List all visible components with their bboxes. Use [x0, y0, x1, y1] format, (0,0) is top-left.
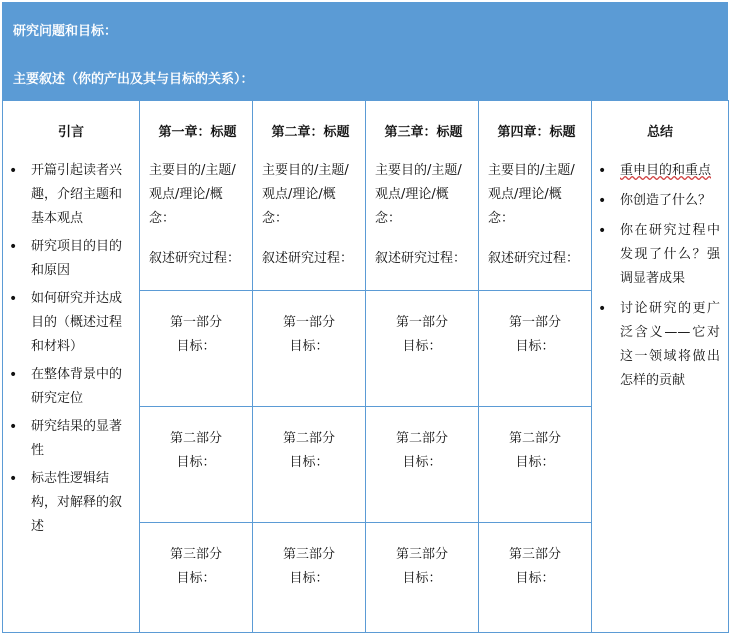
- conclusion-list: [592, 159, 728, 393]
- part-name: 第三部分: [169, 547, 222, 562]
- part-1-chapter-3: [366, 291, 479, 407]
- conclusion-item: • 你在研究过程中发现了什么？强调显著成果: [620, 219, 720, 291]
- part-goal: 目标：: [176, 571, 216, 586]
- part-3-chapter-1: [140, 523, 253, 633]
- research-outline: [2, 2, 728, 634]
- part-name: 第三部分: [395, 547, 448, 562]
- part-name: 第三部分: [282, 547, 335, 562]
- part-goal: 目标：: [402, 571, 442, 586]
- chapter-3-cell: [366, 101, 479, 291]
- part-3-chapter-3: [366, 523, 479, 633]
- chapter-3-narrative: 叙述研究过程：: [375, 251, 467, 266]
- chapter-2-cell: [253, 101, 366, 291]
- research-question-label: 研究问题和目标：: [13, 24, 118, 39]
- part-name: 第一部分: [395, 315, 448, 330]
- part-3-chapter-2: [253, 523, 366, 633]
- intro-column: [3, 101, 140, 633]
- main-narrative-label: 主要叙述（你的产出及其与目标的关系）：: [13, 72, 254, 87]
- intro-item: • 在整体背景中的研究定位: [31, 363, 131, 411]
- chapter-2-title: 第二章：标题: [271, 125, 350, 140]
- part-goal: 目标：: [402, 339, 442, 354]
- part-3-chapter-4: [479, 523, 592, 633]
- intro-item: • 如何研究并达成目的（概述过程和材料）: [31, 287, 131, 359]
- part-goal: 目标：: [289, 571, 329, 586]
- part-name: 第二部分: [508, 431, 561, 446]
- part-goal: 目标：: [289, 455, 329, 470]
- intro-item: • 研究项目的目的和原因: [31, 235, 131, 283]
- conclusion-item: [620, 159, 720, 183]
- part-name: 第二部分: [282, 431, 335, 446]
- part-goal: 目标：: [515, 455, 555, 470]
- part-2-chapter-1: [140, 407, 253, 523]
- conclusion-title: 总结: [646, 125, 673, 140]
- chapter-1-narrative: 叙述研究过程：: [149, 251, 241, 266]
- part-2-chapter-3: [366, 407, 479, 523]
- conclusion-column: [592, 101, 729, 633]
- header-banner: [2, 2, 728, 100]
- chapter-4-main: 主要目的/主题/观点/理论/概念：: [488, 163, 575, 226]
- chapter-3-main: 主要目的/主题/观点/理论/概念：: [375, 163, 462, 226]
- intro-item: • 开篇引起读者兴趣，介绍主题和基本观点: [31, 159, 131, 231]
- chapter-4-narrative: 叙述研究过程：: [488, 251, 580, 266]
- part-1-chapter-2: [253, 291, 366, 407]
- chapter-4-cell: [479, 101, 592, 291]
- chapter-1-cell: [140, 101, 253, 291]
- chapter-3-title: 第三章：标题: [384, 125, 463, 140]
- part-name: 第二部分: [395, 431, 448, 446]
- part-name: 第三部分: [508, 547, 561, 562]
- chapter-1-title: 第一章：标题: [158, 125, 237, 140]
- part-name: 第一部分: [508, 315, 561, 330]
- conclusion-item: • 讨论研究的更广泛含义——它对这一领域将做出怎样的贡献: [620, 297, 720, 393]
- chapter-4-title: 第四章：标题: [497, 125, 576, 140]
- chapter-2-narrative: 叙述研究过程：: [262, 251, 354, 266]
- part-goal: 目标：: [515, 571, 555, 586]
- intro-item: • 标志性逻辑结构，对解释的叙述: [31, 467, 131, 539]
- part-goal: 目标：: [402, 455, 442, 470]
- chapter-2-main: 主要目的/主题/观点/理论/概念：: [262, 163, 349, 226]
- conclusion-item: • 你创造了什么？: [620, 189, 720, 213]
- intro-title: 引言: [57, 125, 84, 140]
- part-2-chapter-2: [253, 407, 366, 523]
- part-goal: 目标：: [515, 339, 555, 354]
- conclusion-item-text: 重申目的和重点: [620, 163, 712, 178]
- part-1-chapter-1: [140, 291, 253, 407]
- part-1-chapter-4: [479, 291, 592, 407]
- chapter-1-main: 主要目的/主题/观点/理论/概念：: [149, 163, 236, 226]
- intro-list: [3, 159, 139, 539]
- part-name: 第一部分: [169, 315, 222, 330]
- part-goal: 目标：: [176, 339, 216, 354]
- part-name: 第二部分: [169, 431, 222, 446]
- outline-table: [2, 100, 729, 633]
- part-2-chapter-4: [479, 407, 592, 523]
- part-goal: 目标：: [176, 455, 216, 470]
- part-goal: 目标：: [289, 339, 329, 354]
- part-name: 第一部分: [282, 315, 335, 330]
- intro-item: • 研究结果的显著性: [31, 415, 131, 463]
